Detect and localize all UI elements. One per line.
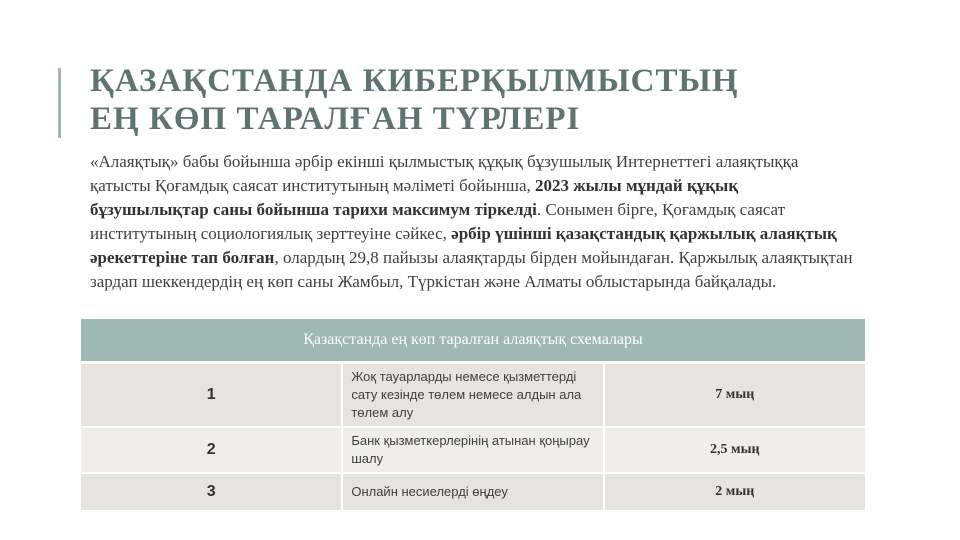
slide-title	[90, 62, 739, 138]
table-header: Қазақстанда ең көп таралған алаяқтық схемалары	[81, 319, 865, 363]
paragraph-text-3: , олардың 29,8 пайызы алаяқтарды бірден мойындаған. Қаржылық алаяқтықтан зардап шеккендердің ең көп саны Жамбыл, Түркістан және Алматы облыстарында байқалады.	[90, 248, 853, 291]
paragraph-text-2: . Сонымен бірге, Қоғамдық саясат институтының социологиялық зерттеуіне сәйкес,	[90, 200, 786, 243]
row-value: 2 мың	[604, 473, 865, 511]
title-accent-bar	[58, 68, 61, 138]
fraud-table	[81, 319, 865, 512]
row-number: 3	[81, 473, 342, 511]
row-description: Жоқ тауарларды немесе қызметтерді сату кезінде төлем немесе алдын ала төлем алу	[342, 363, 603, 428]
row-description: Банк қызметкерлерінің атынан қоңырау шалу	[342, 427, 603, 473]
paragraph-bold-2: әрбір үшінші қазақстандық қаржылық алаяқтық әрекеттеріне тап болған	[90, 224, 837, 267]
row-value: 7 мың	[604, 363, 865, 428]
paragraph-bold-1: 2023 жылы мұндай құқық бұзушылықтар саны бойынша тарихи максимум тіркелді	[90, 176, 739, 219]
fraud-schemes-table	[81, 319, 865, 512]
table-row	[81, 427, 865, 473]
row-value: 2,5 мың	[604, 427, 865, 473]
row-number: 1	[81, 363, 342, 428]
slide-title-line-2: ЕҢ КӨП ТАРАЛҒАН ТҮРЛЕРІ	[90, 101, 581, 137]
row-description: Онлайн несиелерді өңдеу	[342, 473, 603, 511]
slide-title-line-1: ҚАЗАҚСТАНДА КИБЕРҚЫЛМЫСТЫҢ	[90, 63, 739, 99]
table-row	[81, 473, 865, 511]
body-paragraph	[90, 150, 860, 294]
table-header-row	[81, 319, 865, 363]
table-row	[81, 363, 865, 428]
paragraph-text-1: «Алаяқтық» бабы бойынша әрбір екінші қылмыстық құқық бұзушылық Интернеттегі алаяқтыққа қатысты Қоғамдық саясат институтының мәліметі бойынша,	[90, 152, 799, 195]
row-number: 2	[81, 427, 342, 473]
